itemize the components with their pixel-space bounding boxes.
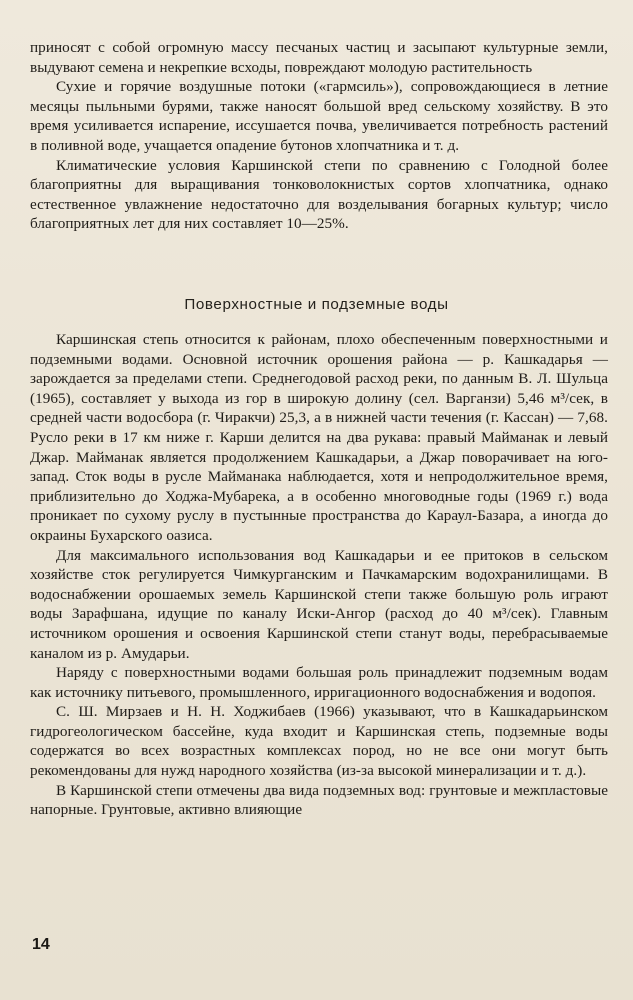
text-block-section [30, 330, 608, 820]
continued-paragraph: приносят с собой огромную массу песчаных частиц и засыпают культурные земли, выдувают семена и некрепкие всходы, повреждают молодую растительность [30, 39, 608, 76]
paragraph-groundwater-role: Наряду с поверхностными водами большая роль принадлежит подземным водам как источнику питьевого, промышленного, ирригационного водоснабжения и водопоя. [30, 664, 608, 701]
paragraph-kashkadarya: Каршинская степь относится к районам, плохо обеспеченным поверхностными и подземными водами. Основной источник орошения района — р. Кашкадарья — зарождается за пределами степи. Среднегодовой расход реки, по данным В. Л. Шульца (1965), составляет у выхода из гор в широкую долину (сел. Варганзи) 5,46 м³/сек, в средней части водосбора (г. Чиракчи) 25,3, а в нижней части течения (г. Кассан) — 7,68. Русло реки в 17 км ниже г. Карши делится на два рукава: правый Майманак и левый Джар. Майманак является продолжением Кашкадарьи, а Джар поворачивает на юго-запад. Сток воды в русле Майманака наблюдается, хотя и непродолжительное время, приблизительно до Ходжа-Мубарека, а в особенно многоводные годы (1969 г.) вода проникает по сухому руслу в пустынные пространства до Караул-Базара, а иногда до окраины Бухарского оазиса. [30, 331, 608, 544]
paragraph-garmsil: Сухие и горячие воздушные потоки («гармсиль»), сопровождающиеся в летние месяцы пыльными бурями, также наносят большой вред сельскому хозяйству. В это время усиливается испарение, иссушается почва, увеличивается потребность растений в поливной воде, учащается опадение бутонов хлопчатника и т. д. [30, 78, 608, 154]
page-number: 14 [32, 936, 50, 953]
section-heading: Поверхностные и подземные воды [184, 296, 449, 313]
paragraph-mirzaev: С. Ш. Мирзаев и Н. Н. Ходжибаев (1966) указывают, что в Кашкадарьинском гидрогеологическом бассейне, куда входит и Каршинская степь, подземные воды содержатся во всех возрастных комплексах пород, но не все они могут быть рекомендованы для нужд народного хозяйства (из-за высокой минерализации и т. д.). [30, 703, 608, 780]
paragraph-reservoirs: Для максимального использования вод Кашкадарьи и ее притоков в сельском хозяйстве сток регулируется Чимкурганским и Пачкамарским водохранилищами. В водоснабжении орошаемых земель Каршинской степи также большую роль играют воды Зарафшана, идущие по каналу Иски-Ангор (расход до 40 м³/сек). Главным источником орошения и освоения Каршинской степи станут воды, перебрасываемые каналом из р. Амударьи. [30, 546, 608, 662]
text-block-top [30, 38, 608, 234]
paragraph-climate: Климатические условия Каршинской степи по сравнению с Голодной более благоприятны для выращивания тонковолокнистых сортов хлопчатника, однако естественное увлажнение недостаточно для возделывания богарных культур; число благоприятных лет для них составляет 10—25%. [30, 156, 608, 233]
paragraph-two-types: В Каршинской степи отмечены два вида подземных вод: грунтовые и межпластовые напорные. Грунтовые, активно влияющие [30, 781, 608, 819]
